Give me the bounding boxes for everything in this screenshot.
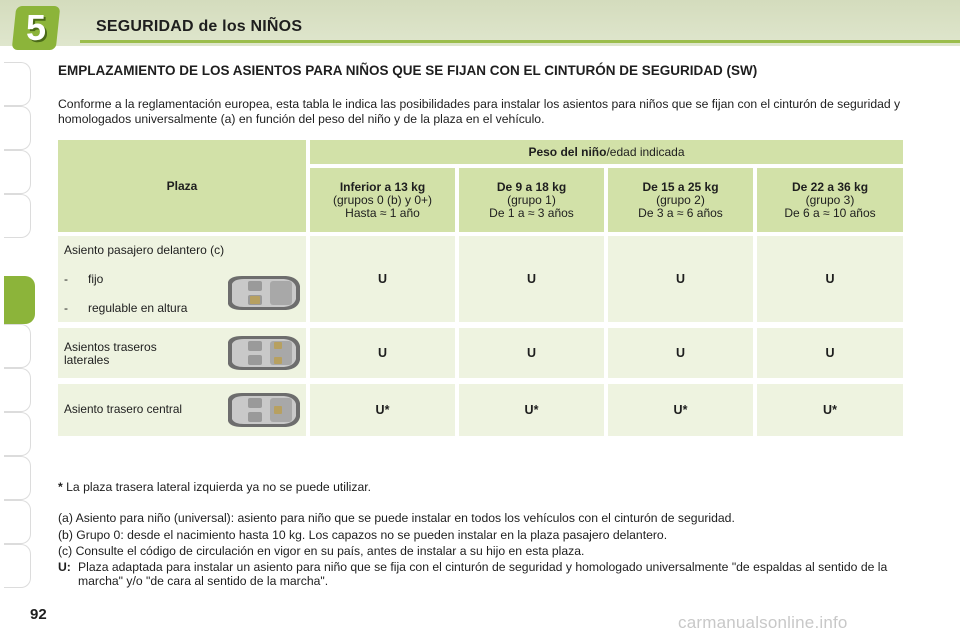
table-cell: U*	[310, 384, 455, 436]
side-tab[interactable]	[4, 412, 31, 456]
weight-column-header	[459, 168, 604, 232]
weight-group: (grupo 3)	[805, 192, 855, 207]
table-row-rear-center	[58, 384, 306, 436]
weight-range: De 15 a 25 kg	[642, 179, 719, 194]
table-cell: U	[459, 236, 604, 322]
watermark: carmanualsonline.info	[678, 613, 848, 632]
weight-column-header	[310, 168, 455, 232]
weight-group: (grupos 0 (b) y 0+)	[332, 192, 433, 207]
intro-paragraph: Conforme a la reglamentación europea, esta tabla le indica las posibilidades para instalar los asientos para niños que se fijan con el cinturón de seguridad y homologados universalmente (a) en función del peso del niño y de la plaza en el vehículo.	[58, 97, 901, 126]
option-height-adjustable: regulable en altura	[88, 301, 188, 315]
table-row-front-passenger	[58, 236, 306, 322]
side-tab-strip	[0, 62, 34, 582]
weight-group: (grupo 2)	[656, 192, 705, 207]
side-tab[interactable]	[4, 194, 31, 238]
table-cell: U	[608, 236, 753, 322]
weight-age: De 1 a ≈ 3 años	[489, 205, 574, 220]
table-header-weight	[310, 140, 903, 164]
option-dash: -	[64, 301, 68, 315]
side-tab[interactable]	[4, 150, 31, 194]
table-cell: U	[459, 328, 604, 378]
footnote-star	[58, 480, 908, 495]
weight-age: Hasta ≈ 1 año	[345, 205, 420, 220]
side-tab[interactable]	[4, 324, 31, 368]
side-tab[interactable]	[4, 500, 31, 544]
car-seat-diagram-icon	[222, 274, 302, 312]
section-title: EMPLAZAMIENTO DE LOS ASIENTOS PARA NIÑOS QUE SE FIJAN CON EL CINTURÓN DE SEGURIDAD (SW)	[58, 63, 758, 78]
weight-range: De 9 a 18 kg	[496, 179, 567, 194]
footnote-b: (b) Grupo 0: desde el nacimiento hasta 10 kg. Los capazos no se pueden instalar en la plaza pasajero delantero.	[58, 528, 668, 542]
page-number: 92	[30, 606, 47, 623]
place-label	[64, 341, 157, 367]
header-rule	[80, 40, 960, 43]
side-tab[interactable]	[4, 62, 31, 106]
side-tab[interactable]	[4, 544, 31, 588]
weight-header-bold: Peso del niño	[528, 144, 607, 159]
place-label-line: Asientos traseros	[64, 340, 157, 354]
footnote-u-key: U:	[58, 560, 71, 574]
footnote-c: (c) Consulte el código de circulación en vigor en su país, antes de instalar a su hijo en esta plaza.	[58, 544, 585, 558]
table-cell: U	[310, 236, 455, 322]
weight-header-label	[528, 146, 684, 159]
option-dash: -	[64, 272, 68, 286]
footnote-u-text: Plaza adaptada para instalar un asiento para niño que se fija con el cinturón de seguridad y homologado universalmente "de espaldas al sentido de la marcha" y/o "de cara al sentido de la marcha".	[78, 560, 888, 588]
weight-header-rest: /edad indicada	[606, 144, 685, 159]
footnote-star-text: La plaza trasera lateral izquierda ya no se puede utilizar.	[66, 480, 372, 494]
side-tab[interactable]	[4, 368, 31, 412]
place-label: Asiento trasero central	[64, 402, 183, 416]
table-cell: U	[608, 328, 753, 378]
table-cell: U*	[608, 384, 753, 436]
weight-group: (grupo 1)	[507, 192, 556, 207]
table-cell: U*	[459, 384, 604, 436]
table-cell: U*	[757, 384, 903, 436]
car-seat-diagram-icon	[222, 334, 302, 372]
weight-range: Inferior a 13 kg	[339, 179, 426, 194]
footnote-star-mark: *	[58, 480, 63, 494]
place-label-line: laterales	[64, 353, 110, 367]
option-fixed: fijo	[88, 272, 104, 286]
chapter-number: 5	[25, 7, 47, 48]
weight-column-header	[608, 168, 753, 232]
table-header-place	[58, 140, 306, 232]
weight-range: De 22 a 36 kg	[791, 179, 869, 194]
footnote-a: (a) Asiento para niño (universal): asiento para niño que se puede instalar en todos los vehículos con el cinturón de seguridad.	[58, 511, 735, 525]
weight-age: De 6 a ≈ 10 años	[784, 205, 876, 220]
table-cell: U	[310, 328, 455, 378]
side-tab[interactable]	[4, 106, 31, 150]
side-tab-active[interactable]	[4, 276, 35, 324]
table-row-rear-lateral	[58, 328, 306, 378]
place-header-label: Plaza	[166, 178, 198, 193]
weight-age: De 3 a ≈ 6 años	[638, 205, 723, 220]
table-cell: U	[757, 328, 903, 378]
place-label: Asiento pasajero delantero (c)	[64, 243, 225, 257]
chapter-title: SEGURIDAD de los NIÑOS	[96, 18, 303, 35]
car-seat-diagram-icon	[222, 391, 302, 429]
side-tab[interactable]	[4, 456, 31, 500]
weight-column-header	[757, 168, 903, 232]
table-cell: U	[757, 236, 903, 322]
